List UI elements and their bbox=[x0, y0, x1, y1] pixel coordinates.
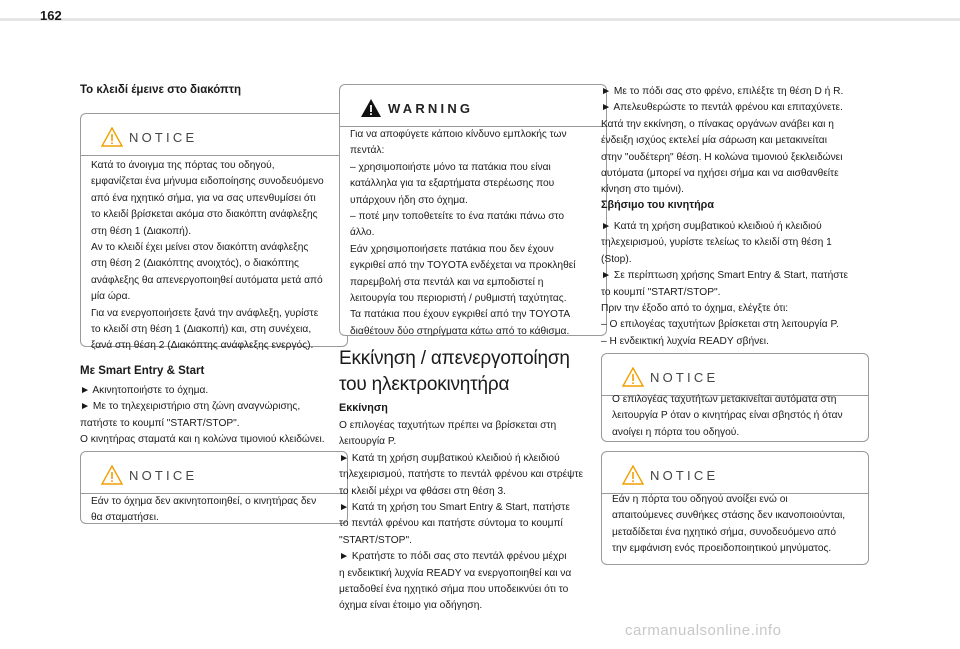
smart-entry-heading: Με Smart Entry & Start bbox=[80, 365, 205, 377]
notice-label: NOTICE bbox=[129, 468, 198, 483]
text-line: ► Με το τηλεχειριστήριο στη ζώνη αναγνώρισης, bbox=[80, 401, 301, 413]
text-line: ► Κατά τη χρήση συμβατικού κλειδιού ή κλειδιού bbox=[601, 221, 822, 232]
text-line: εμφανίζεται ένα μήνυμα ειδοποίησης συνοδευόμενο bbox=[91, 176, 324, 188]
notice-label: NOTICE bbox=[650, 468, 719, 483]
text-line: ξανά στη θέση 2 (Διακόπτης ανάφλεξης ενεργός). bbox=[91, 340, 314, 352]
start-heading: Εκκίνηση bbox=[339, 402, 388, 414]
stop-heading: Σβήσιμο του κινητήρα bbox=[601, 199, 714, 211]
text-line: άλλο. bbox=[350, 227, 375, 239]
text-line: διαθέτουν δύο στηρίγματα κάτω από το κάθισμα. bbox=[350, 325, 570, 337]
text-line: ανοίγει η πόρτα του οδηγού. bbox=[612, 426, 740, 438]
start-text bbox=[339, 418, 607, 615]
text-line: ► Κατά τη χρήση του Smart Entry & Start, πατήστε bbox=[339, 502, 570, 514]
text-line: Κατά την εκκίνηση, ο πίνακας οργάνων ανάβει και η bbox=[601, 118, 834, 130]
notice-box-door bbox=[601, 451, 869, 565]
notice-triangle-icon bbox=[101, 465, 123, 485]
text-line: – Ο επιλογέας ταχυτήτων βρίσκεται στη λειτουργία P. bbox=[601, 319, 839, 331]
text-line: το κλειδί στη θέση 1 (Διακοπή) και, στη συνέχεια, bbox=[91, 324, 312, 336]
text-line: μεταδίδεται ένα ηχητικό σήμα, συνοδευόμενο από bbox=[612, 526, 837, 538]
text-line: Κατά το άνοιγμα της πόρτας του οδηγού, bbox=[91, 160, 275, 171]
text-line: κίνηση στο τιμόνι). bbox=[601, 184, 684, 196]
stop-text bbox=[601, 219, 881, 350]
text-line: πεντάλ: bbox=[350, 145, 385, 157]
notice-label: NOTICE bbox=[650, 370, 719, 385]
text-line: – Η ενδεικτική λυχνία READY σβήνει. bbox=[601, 335, 769, 347]
page-number: 162 bbox=[40, 8, 62, 23]
warning-triangle-icon bbox=[360, 98, 382, 118]
text-line: Ο επιλογέας ταχυτήτων μετακινείται αυτόματα στη bbox=[612, 394, 837, 405]
text-line: όχημα είναι έτοιμο για οδήγηση. bbox=[339, 600, 483, 612]
text-line: Για να αποφύγετε κάποιο κίνδυνο εμπλοκής των bbox=[350, 129, 567, 140]
text-line: λειτουργία του περιοριστή / ρυθμιστή ταχύτητας. bbox=[350, 293, 567, 305]
text-line: (Stop). bbox=[601, 253, 632, 265]
text-line: απαιτούμενες συνθήκες στάσης δεν ικανοποιούνται, bbox=[612, 510, 846, 522]
text-line: παρεμβολή στα πεντάλ και να εμποδιστεί η bbox=[350, 276, 544, 288]
notice-triangle-icon bbox=[101, 127, 123, 147]
smart-entry-text bbox=[80, 383, 348, 449]
notice-triangle-icon bbox=[622, 367, 644, 387]
text-line: το κλειδί βρίσκεται ακόμα στο διακόπτη ανάφλεξης bbox=[91, 209, 318, 221]
notice-label: NOTICE bbox=[129, 130, 198, 145]
text-line: Πριν την έξοδο από το όχημα, ελέγξτε ότι: bbox=[601, 303, 789, 315]
section-title-line2: του ηλεκτροκινητήρα bbox=[339, 374, 510, 395]
text-line: η ενδεικτική λυχνία READY να ενεργοποιηθεί και να bbox=[339, 567, 572, 579]
text-line: την εμφάνιση ενός προειδοποιητικού μηνύματος. bbox=[612, 543, 832, 555]
text-line: Εάν η πόρτα του οδηγού ανοίξει ενώ οι bbox=[612, 494, 788, 505]
key-left-heading: Το κλειδί έμεινε στο διακόπτη bbox=[80, 84, 241, 96]
notice-body bbox=[91, 158, 339, 355]
text-line: υπάρχουν ήδη στο όχημα. bbox=[350, 194, 468, 206]
warning-body bbox=[350, 127, 598, 340]
text-line: ► Με το πόδι σας στο φρένο, επιλέξτε τη θέση D ή R. bbox=[601, 86, 844, 97]
text-line: μία ώρα. bbox=[91, 291, 131, 303]
text-line: λειτουργία P. bbox=[339, 436, 397, 448]
text-line: τηλεχειρισμού, γυρίστε τελείως το κλειδί στη θέση 1 bbox=[601, 237, 832, 249]
text-line: Τα πατάκια που έχουν εγκριθεί από την TOYOTA bbox=[350, 309, 571, 321]
page-header bbox=[0, 0, 960, 20]
notice-body bbox=[91, 494, 339, 527]
notice-body bbox=[612, 392, 860, 441]
notice-triangle-icon bbox=[622, 465, 644, 485]
text-line: αυτόματα (μπορεί να ηχήσει σήμα και να αισθανθείτε bbox=[601, 168, 839, 180]
warning-box-mats bbox=[339, 84, 607, 336]
text-line: στη θέση 1 (Διακοπή). bbox=[91, 225, 192, 237]
notice-box-stop bbox=[80, 451, 348, 524]
text-line: Εάν το όχημα δεν ακινητοποιηθεί, ο κινητήρας δεν bbox=[91, 496, 317, 507]
text-line: Εάν χρησιμοποιήσετε πατάκια που δεν έχουν bbox=[350, 243, 554, 255]
text-line: το κλειδί μέχρι να φθάσει στη θέση 3. bbox=[339, 485, 506, 497]
text-line: στη θέση 2 (Διακόπτης ανοιχτός), ο διακόπτης bbox=[91, 258, 299, 270]
text-line: θα σταματήσει. bbox=[91, 512, 159, 524]
text-line: στην "ουδέτερη" θέση. Η κολώνα τιμονιού ξεκλειδώνει bbox=[601, 151, 843, 163]
text-line: ► Κρατήστε το πόδι σας στο πεντάλ φρένου μέχρι bbox=[339, 551, 567, 563]
notice-box-key bbox=[80, 113, 348, 352]
text-line: – ποτέ μην τοποθετείτε το ένα πατάκι πάνω στο bbox=[350, 211, 565, 223]
section-title-line1: Εκκίνηση / απενεργοποίηση bbox=[339, 348, 570, 369]
text-line: λειτουργία P όταν ο κινητήρας είναι σβηστός ή όταν bbox=[612, 410, 843, 422]
text-line: το κουμπί "START/STOP". bbox=[601, 286, 721, 298]
header-rule bbox=[0, 18, 960, 21]
text-line: Ο κινητήρας σταματά και η κολώνα τιμονιού κλειδώνει. bbox=[80, 434, 325, 446]
text-line: ► Απελευθερώστε το πεντάλ φρένου και επιταχύνετε. bbox=[601, 102, 843, 114]
text-line: πατήστε το κουμπί "START/STOP". bbox=[80, 417, 240, 429]
text-line: ► Σε περίπτωση χρήσης Smart Entry & Start, πατήστε bbox=[601, 270, 849, 282]
text-line: εγκριθεί από την TOYOTA ενδέχεται να προκληθεί bbox=[350, 260, 576, 272]
text-line: "START/STOP". bbox=[339, 534, 412, 546]
warning-label: WARNING bbox=[388, 101, 474, 116]
text-line: ένδειξη ισχύος εκτελεί μία σάρωση και μετακινείται bbox=[601, 135, 827, 147]
text-line: Για να ενεργοποιήσετε ξανά την ανάφλεξη, γυρίστε bbox=[91, 307, 319, 319]
text-line: Αν το κλειδί έχει μείνει στον διακόπτη ανάφλεξης bbox=[91, 242, 309, 254]
notice-box-selector bbox=[601, 353, 869, 442]
text-line: τηλεχειρισμού, πατήστε το πεντάλ φρένου και στρέψτε bbox=[339, 469, 584, 481]
notice-body bbox=[612, 492, 860, 558]
text-line: το πεντάλ φρένου και πατήστε σύντομα το κουμπί bbox=[339, 518, 563, 530]
text-line: Ο επιλογέας ταχυτήτων πρέπει να βρίσκεται στη bbox=[339, 420, 557, 431]
text-line: ► Κατά τη χρήση συμβατικού κλειδιού ή κλειδιού bbox=[339, 452, 560, 464]
text-line: από ένα ηχητικό σήμα, για να σας υπενθυμίσει ότι bbox=[91, 192, 316, 204]
text-line: κατάλληλα για τα εξαρτήματα στερέωσης που bbox=[350, 178, 555, 190]
text-line: ανάφλεξης θα απενεργοποιηθεί αυτόματα μετά από bbox=[91, 274, 323, 286]
watermark: carmanualsonline.info bbox=[625, 622, 782, 639]
text-line: ► Ακινητοποιήστε το όχημα. bbox=[80, 385, 209, 396]
text-line: – χρησιμοποιήστε μόνο τα πατάκια που είναι bbox=[350, 161, 551, 173]
start-continued-text bbox=[601, 84, 881, 199]
text-line: μεταδοθεί ένα ηχητικό σήμα που υποδεικνύει ότι το bbox=[339, 584, 569, 596]
